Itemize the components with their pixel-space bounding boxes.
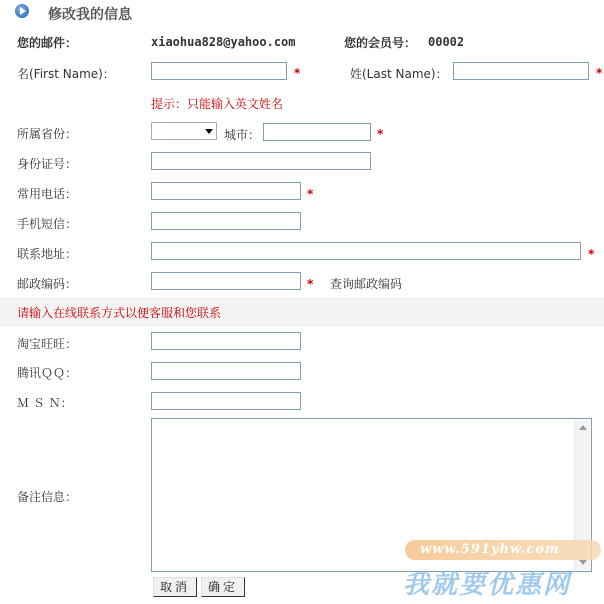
first-name-label: 名(First Name)： <box>17 67 115 81</box>
member-value: 00002 <box>428 35 465 49</box>
page-title: 修改我的信息 <box>48 7 132 23</box>
required-mark: * <box>294 66 301 80</box>
watermark-brand: 我就要优惠网 <box>403 570 572 600</box>
mobile-input[interactable] <box>151 212 301 230</box>
scroll-up-icon[interactable] <box>579 425 587 430</box>
phone-input[interactable] <box>151 182 301 200</box>
last-name-label: 姓(Last Name)： <box>350 67 448 81</box>
required-mark: * <box>588 247 595 261</box>
required-mark: * <box>307 187 314 201</box>
address-label: 联系地址： <box>17 247 78 261</box>
notes-label: 备注信息： <box>17 490 78 504</box>
id-label: 身份证号： <box>17 157 78 171</box>
zip-input[interactable] <box>151 272 301 290</box>
zip-lookup-link[interactable]: 查询邮政编码 <box>330 277 403 291</box>
id-input[interactable] <box>151 152 371 170</box>
mobile-label: 手机短信： <box>17 217 78 231</box>
dropdown-arrow-icon <box>205 129 213 134</box>
zip-label: 邮政编码： <box>17 277 78 291</box>
msn-input[interactable] <box>151 392 301 410</box>
name-hint: 提示：只能输入英文姓名 <box>151 97 284 111</box>
member-label: 您的会员号： <box>344 36 417 50</box>
first-name-input[interactable] <box>151 62 287 80</box>
province-select[interactable] <box>151 122 217 140</box>
city-label: 城市： <box>224 128 261 142</box>
msn-label: Ｍ Ｓ Ｎ： <box>17 396 73 410</box>
phone-label: 常用电话： <box>17 187 78 201</box>
qq-label: 腾讯ＱＱ： <box>17 366 78 380</box>
email-label: 您的邮件： <box>17 36 78 50</box>
email-value: xiaohua828@yahoo.com <box>151 35 296 49</box>
watermark-url: www.591yhw.com <box>420 542 560 557</box>
address-input[interactable] <box>151 242 581 260</box>
taobao-input[interactable] <box>151 332 301 350</box>
scroll-down-icon[interactable] <box>579 560 587 565</box>
required-mark: * <box>307 277 314 291</box>
online-section-title: 请输入在线联系方式以便客服和您联系 <box>17 306 222 320</box>
province-label: 所属省份： <box>17 127 78 141</box>
confirm-button[interactable]: 确定 <box>201 577 245 597</box>
taobao-label: 淘宝旺旺： <box>17 337 78 351</box>
title-arrow-icon <box>15 4 29 18</box>
last-name-input[interactable] <box>453 62 589 80</box>
cancel-button[interactable]: 取消 <box>153 577 197 597</box>
required-mark: * <box>377 127 384 141</box>
required-mark: * <box>596 66 603 80</box>
city-input[interactable] <box>263 123 371 141</box>
qq-input[interactable] <box>151 362 301 380</box>
